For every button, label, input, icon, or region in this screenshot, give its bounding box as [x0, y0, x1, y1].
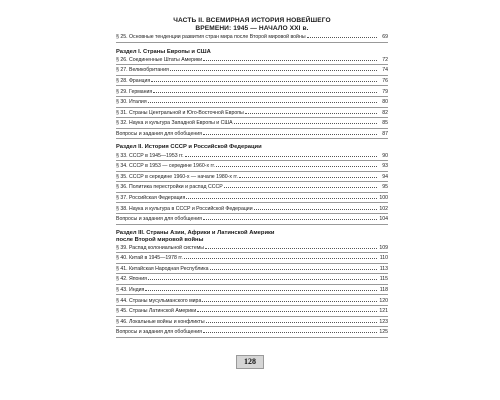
- toc-entry: [116, 215, 388, 223]
- leader-dots: [307, 33, 377, 38]
- divider: [116, 64, 388, 65]
- toc-entry-page: 85: [382, 120, 388, 127]
- toc-entry-page: 72: [382, 56, 388, 63]
- toc-entry-page: 109: [379, 244, 388, 251]
- toc-entry-text: § 26. Соединенные Штаты Америки: [116, 56, 203, 63]
- toc-entry: [116, 286, 388, 294]
- toc-entry: [116, 33, 388, 41]
- leader-dots: [203, 215, 377, 220]
- toc-entry: [116, 204, 388, 212]
- toc-entry-text: § 43. Индия: [116, 287, 145, 294]
- toc-entry: [116, 56, 388, 64]
- divider: [116, 213, 388, 214]
- toc-entry-page: 94: [382, 173, 388, 180]
- toc-entry: [116, 162, 388, 170]
- table-of-contents: [116, 17, 388, 339]
- section-1-list: [116, 56, 388, 140]
- toc-entry-page: 102: [379, 205, 388, 212]
- section-2-title: Раздел II. История СССР и Российской Федерации: [116, 144, 262, 151]
- toc-entry-page: 87: [382, 130, 388, 137]
- toc-entry-text: § 38. Наука и культура в СССР и Российской Федерации: [116, 205, 253, 212]
- divider: [116, 128, 388, 129]
- leader-dots: [210, 265, 377, 270]
- toc-entry-text: § 41. Китайская Народная Республика: [116, 265, 209, 272]
- toc-entry-text: § 37. Российская Федерация: [116, 194, 186, 201]
- toc-entry: [116, 119, 388, 127]
- divider: [116, 326, 388, 327]
- leader-dots: [205, 244, 377, 249]
- toc-entry-text: Вопросы и задания для обобщения: [116, 130, 202, 137]
- section-1-title: Раздел I. Страны Европы и США: [116, 48, 211, 55]
- divider: [116, 316, 388, 317]
- toc-entry-text: § 46. Локальные войны и конфликты: [116, 318, 205, 325]
- leader-dots: [203, 56, 377, 61]
- toc-entry-page: 104: [379, 216, 388, 223]
- toc-entry-page: 93: [382, 163, 388, 170]
- toc-entry-page: 121: [379, 308, 388, 315]
- toc-entry: [116, 328, 388, 336]
- part-title-line-1: ЧАСТЬ II. ВСЕМИРНАЯ ИСТОРИЯ НОВЕЙШЕГО: [173, 17, 331, 24]
- toc-entry: [116, 77, 388, 85]
- divider: [116, 107, 388, 108]
- leader-dots: [234, 119, 377, 124]
- leader-dots: [206, 318, 377, 323]
- toc-entry-text: § 42. Япония: [116, 276, 147, 283]
- leader-dots: [185, 151, 377, 156]
- toc-entry-page: 125: [379, 329, 388, 336]
- divider: [116, 138, 388, 139]
- toc-entry-page: 95: [382, 184, 388, 191]
- toc-entry: [116, 318, 388, 326]
- toc-entry: [116, 254, 388, 262]
- toc-entry-page: 100: [379, 194, 388, 201]
- leader-dots: [145, 286, 377, 291]
- leader-dots: [148, 275, 377, 280]
- toc-entry-page: 115: [379, 276, 388, 283]
- toc-entry-text: § 36. Политика перестройки и распад СССР: [116, 184, 223, 191]
- divider: [116, 273, 388, 274]
- toc-entry-text: § 40. Китай в 1945—1978 гг.: [116, 255, 183, 262]
- leader-dots: [153, 87, 377, 92]
- toc-entry: [116, 296, 388, 304]
- toc-entry: [116, 109, 388, 117]
- leader-dots: [186, 194, 377, 199]
- toc-entry: [116, 183, 388, 191]
- toc-entry: [116, 98, 388, 106]
- toc-entry-page: 82: [382, 109, 388, 116]
- leader-dots: [151, 77, 377, 82]
- page-number: 128: [236, 355, 264, 369]
- leader-dots: [202, 296, 377, 301]
- divider: [116, 284, 388, 285]
- divider: [116, 305, 388, 306]
- divider: [116, 263, 388, 264]
- toc-entry-text: § 25. Основные тенденции развития стран мира после Второй мировой войны: [116, 34, 306, 41]
- toc-entry-text: § 35. СССР в середине 1960-х — начале 1980-х гг.: [116, 173, 238, 180]
- toc-entry-page: 118: [379, 287, 388, 294]
- toc-entry-text: § 28. Франция: [116, 77, 151, 84]
- toc-entry-page: 79: [382, 88, 388, 95]
- toc-entry-text: § 33. СССР в 1945—1953 гг.: [116, 152, 184, 159]
- toc-entry: [116, 307, 388, 315]
- toc-entry-page: 113: [379, 265, 388, 272]
- toc-entry-text: § 45. Страны Латинской Америки: [116, 308, 197, 315]
- leader-dots: [170, 66, 377, 71]
- toc-entry-text: § 34. СССР в 1953 — середине 1960-х гг.: [116, 163, 216, 170]
- part-title-line-2: ВРЕМЕНИ: 1945 — НАЧАЛО XXI в.: [195, 25, 309, 32]
- section-2-list: [116, 151, 388, 224]
- toc-entry-text: § 29. Германия: [116, 88, 153, 95]
- toc-entry-page: 80: [382, 99, 388, 106]
- toc-entry-text: § 44. Страны мусульманского мира: [116, 297, 202, 304]
- leader-dots: [216, 162, 377, 167]
- toc-entry-text: § 31. Страны Центральной и Юго-Восточной Европы: [116, 109, 244, 116]
- leader-dots: [148, 98, 377, 103]
- toc-entry: [116, 173, 388, 181]
- toc-entry-text: § 27. Великобритания: [116, 67, 169, 74]
- divider: [116, 192, 388, 193]
- toc-entry-page: 120: [379, 297, 388, 304]
- toc-entry-page: 69: [382, 34, 388, 41]
- toc-entry-text: Вопросы и задания для обобщения: [116, 216, 202, 223]
- toc-entry: [116, 66, 388, 74]
- leader-dots: [203, 130, 377, 135]
- toc-entry: [116, 151, 388, 159]
- divider: [116, 294, 388, 295]
- divider: [116, 252, 388, 253]
- toc-entry-text: Вопросы и задания для обобщения: [116, 329, 202, 336]
- leader-dots: [203, 328, 377, 333]
- divider: [116, 337, 388, 338]
- section-3-title-line-2: после Второй мировой войны: [116, 236, 204, 243]
- divider: [116, 85, 388, 86]
- divider: [116, 42, 388, 43]
- leader-dots: [239, 173, 377, 178]
- toc-entry: [116, 194, 388, 202]
- toc-entry-text: § 39. Распад колониальной системы: [116, 244, 205, 251]
- leader-dots: [197, 307, 377, 312]
- toc-entry: [116, 130, 388, 138]
- section-3-list: [116, 244, 388, 338]
- leader-dots: [254, 204, 377, 209]
- toc-entry-page: 110: [379, 255, 388, 262]
- toc-entry: [116, 265, 388, 273]
- divider: [116, 75, 388, 76]
- toc-entry-page: 90: [382, 152, 388, 159]
- toc-entry: [116, 244, 388, 252]
- divider: [116, 117, 388, 118]
- toc-entry-page: 76: [382, 77, 388, 84]
- divider: [116, 160, 388, 161]
- toc-entry-text: § 32. Наука и культура Западной Европы и США: [116, 120, 233, 127]
- toc-entry-page: 74: [382, 67, 388, 74]
- leader-dots: [184, 254, 377, 259]
- divider: [116, 171, 388, 172]
- leader-dots: [224, 183, 377, 188]
- toc-entry-page: 123: [379, 318, 388, 325]
- leader-dots: [245, 109, 377, 114]
- divider: [116, 202, 388, 203]
- divider: [116, 181, 388, 182]
- toc-entry-text: § 30. Италия: [116, 99, 147, 106]
- section-3-title-line-1: Раздел III. Страны Азии, Африки и Латинской Америки: [116, 229, 275, 236]
- toc-entry: [116, 275, 388, 283]
- divider: [116, 96, 388, 97]
- toc-entry: [116, 87, 388, 95]
- divider: [116, 224, 388, 225]
